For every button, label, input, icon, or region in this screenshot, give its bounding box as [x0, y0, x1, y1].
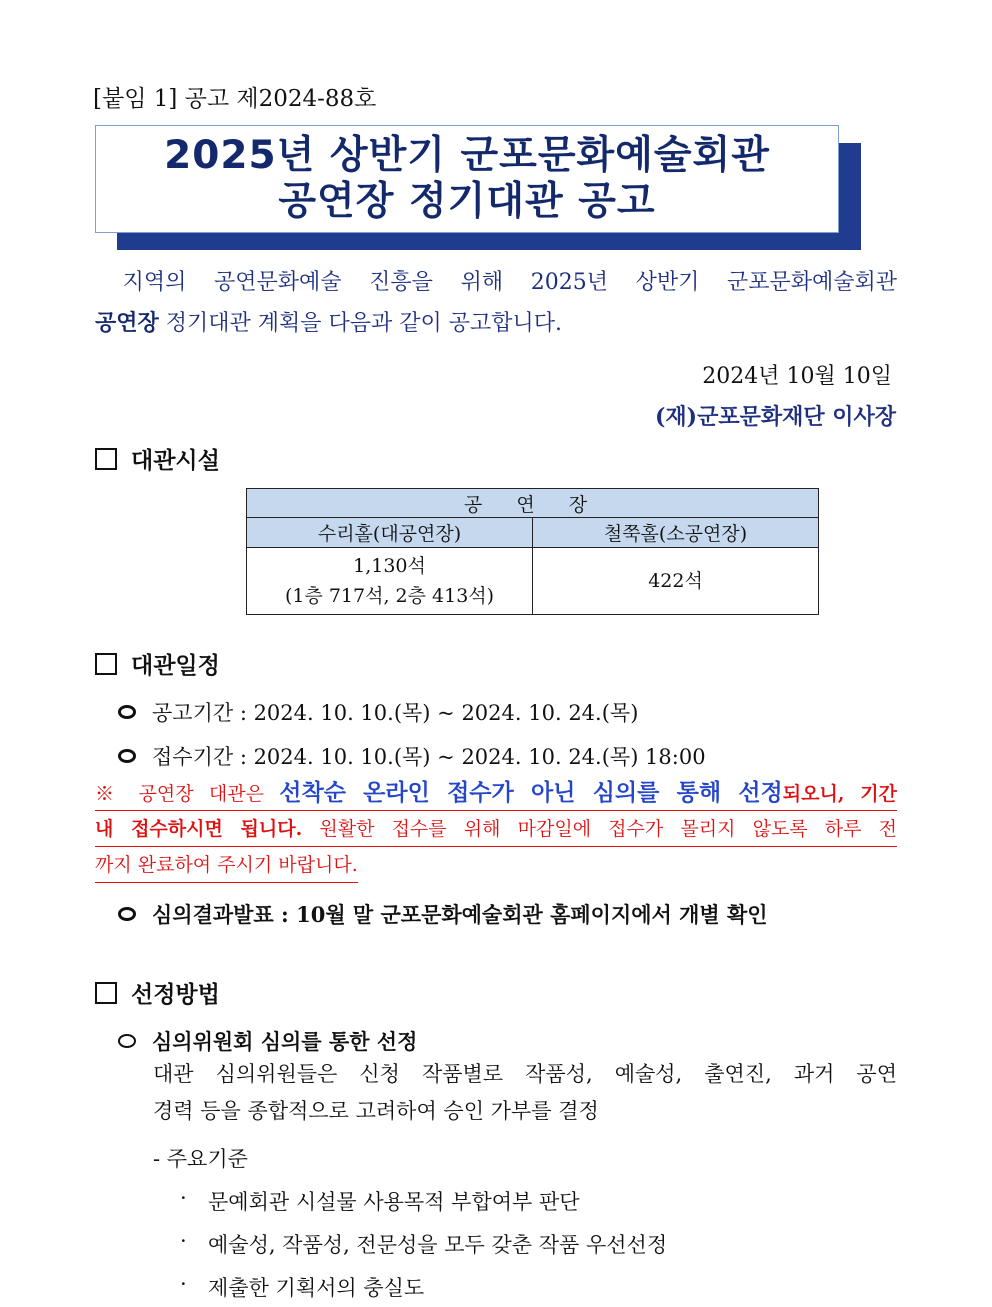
note-prefix: ※ 공연장 대관은 — [95, 783, 280, 805]
intro-bold: 공연장 — [95, 310, 159, 336]
section-facility — [95, 442, 220, 475]
schedule-item-result — [118, 899, 768, 929]
schedule-item-receipt — [118, 741, 706, 771]
table-cell-suri — [247, 548, 533, 615]
circle-bullet-icon — [118, 1034, 136, 1048]
circle-bullet-icon — [118, 749, 136, 763]
note-bold-1: 되오니, 기간 — [782, 783, 898, 805]
dot-bullet-icon: · — [180, 1229, 187, 1253]
checkbox-square-icon — [95, 448, 117, 470]
issuer: (재)군포문화재단 이사장 — [655, 404, 896, 430]
note-line-2 — [95, 811, 897, 847]
schedule-notice-period: 공고기간 : 2024. 10. 10.(목) ~ 2024. 10. 24.(목) — [152, 701, 639, 725]
note-line-1 — [95, 775, 897, 811]
intro-text-2: 정기대관 계획을 다음과 같이 공고합니다. — [158, 311, 563, 336]
title-box — [95, 125, 839, 233]
criteria-text: 예술성, 작품성, 전문성을 모두 갖춘 작품 우선선정 — [208, 1233, 668, 1257]
circle-bullet-icon — [118, 705, 136, 719]
schedule-result: 심의결과발표 : 10월 말 군포문화예술회관 홈페이지에서 개별 확인 — [152, 902, 768, 927]
title-line-2: 공연장 정기대관 공고 — [278, 179, 656, 224]
checkbox-square-icon — [95, 653, 117, 675]
selection-desc-2: 경력 등을 종합적으로 고려하여 승인 가부를 결정 — [153, 1099, 599, 1123]
criteria-item — [180, 1229, 667, 1259]
selection-desc-1: 대관 심의위원들은 신청 작품별로 작품성, 예술성, 출연진, 과거 공연 — [153, 1062, 897, 1086]
selection-method: 심의위원회 심의를 통한 선정 — [152, 1029, 418, 1054]
circle-bullet-icon — [118, 907, 136, 921]
note-text-2: 원활한 접수를 위해 마감일에 접수가 몰리지 않도록 하루 전 — [302, 818, 897, 840]
intro-line-2 — [95, 303, 562, 344]
criteria-item — [180, 1272, 424, 1302]
criteria-item — [180, 1186, 580, 1216]
venue-table — [246, 488, 819, 615]
title-banner — [95, 125, 861, 250]
suri-seats-detail: (1층 717석, 2층 413석) — [284, 585, 495, 607]
table-col-suri: 수리홀(대공연장) — [247, 518, 533, 548]
note-line-3: 까지 완료하여 주시기 바랍니다. — [95, 847, 358, 883]
section-title: 대관시설 — [131, 447, 220, 474]
schedule-item-notice — [118, 697, 638, 727]
section-schedule — [95, 647, 220, 680]
section-title: 선정방법 — [131, 981, 220, 1008]
suri-seats: 1,130석 — [353, 555, 426, 577]
criteria-text: 문예회관 시설물 사용목적 부합여부 판단 — [208, 1190, 580, 1214]
selection-item — [118, 1026, 417, 1056]
table-cell-cheoljjuk: 422석 — [533, 548, 819, 615]
table-col-cheoljjuk: 철쭉홀(소공연장) — [533, 518, 819, 548]
schedule-receipt-period: 접수기간 : 2024. 10. 10.(목) ~ 2024. 10. 24.(목) 18:00 — [152, 745, 706, 769]
notice-warning — [95, 775, 897, 883]
title-line-1: 2025년 상반기 군포문화예술회관 — [164, 133, 770, 178]
section-title: 대관일정 — [131, 652, 220, 679]
criteria-title: - 주요기준 — [153, 1147, 248, 1171]
criteria-text: 제출한 기획서의 충실도 — [208, 1276, 425, 1300]
dot-bullet-icon: · — [180, 1186, 187, 1210]
intro-line-1 — [95, 262, 897, 303]
section-selection — [95, 976, 220, 1009]
note-highlight: 선착순 온라인 접수가 아닌 심의를 통해 선정 — [279, 779, 783, 806]
note-bold-2: 내 접수하시면 됩니다. — [95, 818, 303, 840]
checkbox-square-icon — [95, 982, 117, 1004]
notice-date: 2024년 10월 10일 — [702, 364, 892, 389]
table-header: 공 연 장 — [247, 489, 819, 518]
intro-text-1: 지역의 공연문화예술 진흥을 위해 2025년 상반기 군포문화예술회관 — [122, 270, 897, 295]
attachment-number: [붙임 1] 공고 제2024-88호 — [93, 86, 377, 112]
dot-bullet-icon: · — [180, 1272, 187, 1296]
